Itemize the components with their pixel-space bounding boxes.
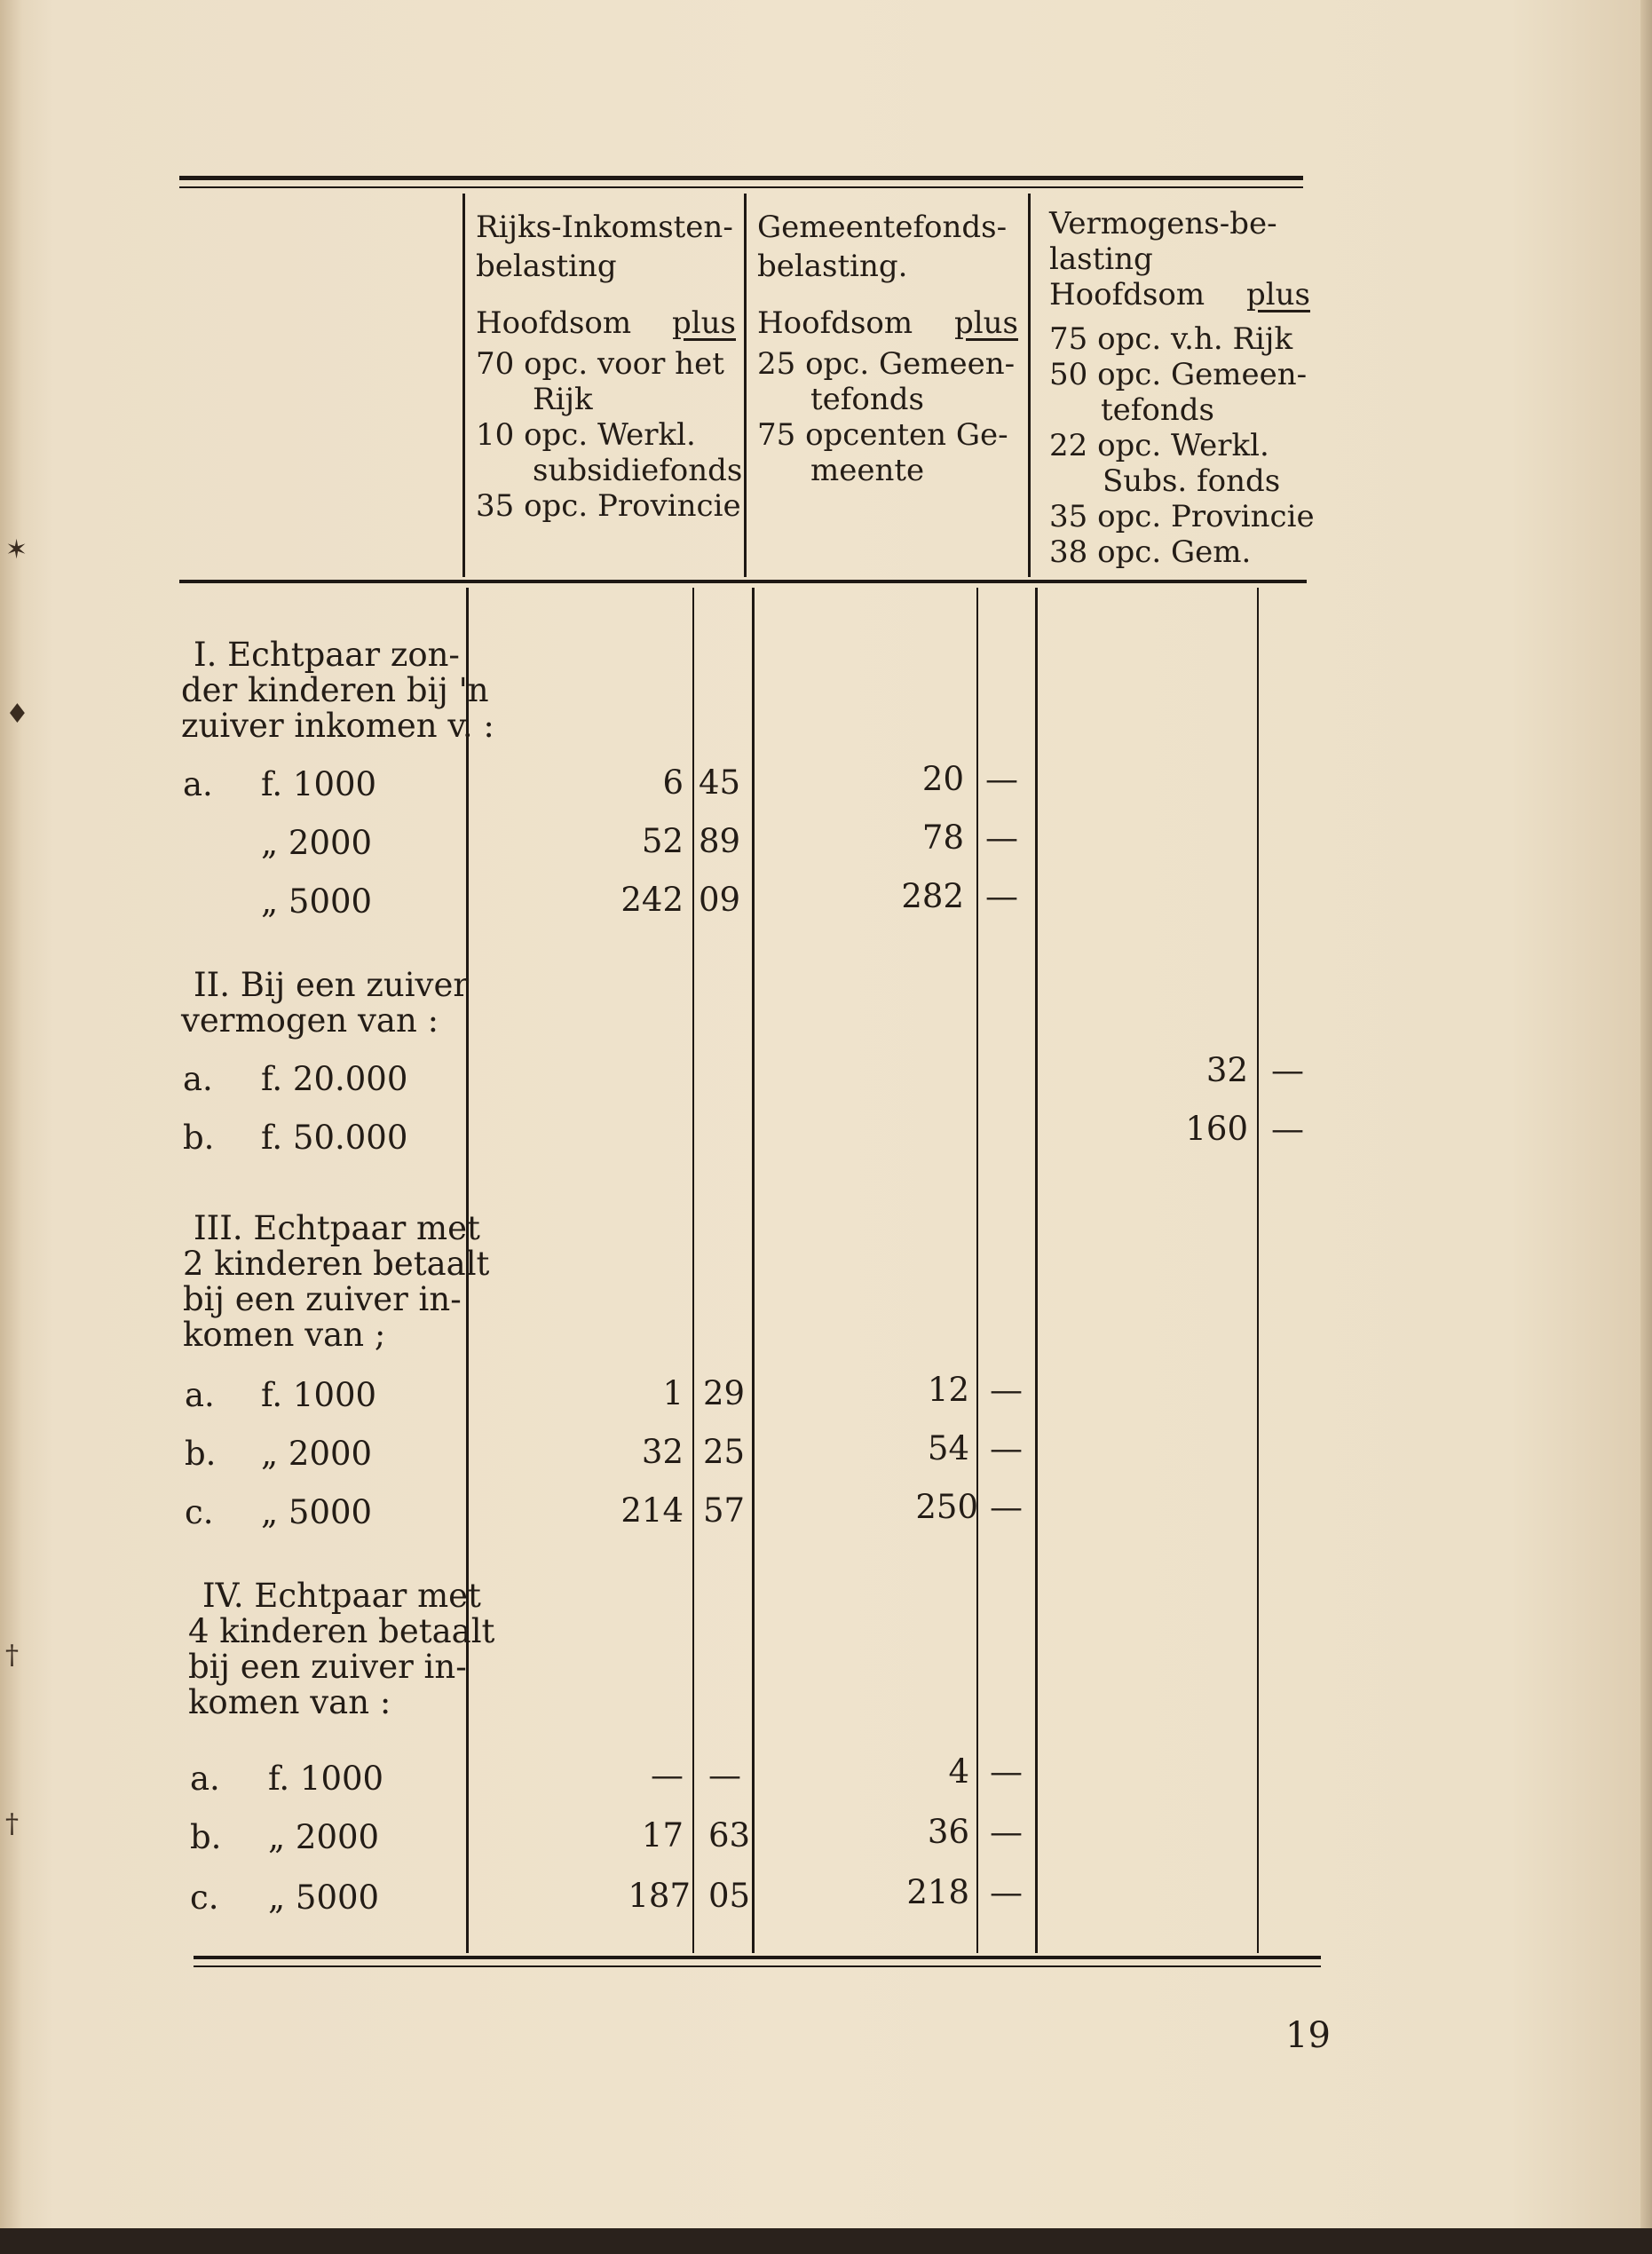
header-hoofdsom: Hoofdsom	[476, 305, 632, 341]
vb-cents: —	[1271, 1110, 1304, 1148]
row-letter: c.	[190, 1878, 219, 1917]
row-amount: „ 2000	[261, 824, 373, 862]
stitch-mark: ♦	[5, 699, 29, 730]
column-divider	[744, 194, 747, 577]
section-heading: komen van :	[188, 1683, 391, 1721]
gf-whole: 36	[927, 1813, 969, 1851]
row-amount: f. 1000	[268, 1760, 384, 1798]
header-plus: plus	[672, 305, 736, 341]
column-divider	[1035, 588, 1038, 1953]
header-title: belasting.	[757, 249, 908, 284]
gf-cents: —	[990, 1873, 1023, 1911]
row-amount: f. 1000	[261, 765, 377, 803]
header-title: Gemeentefonds-	[757, 210, 1008, 245]
gf-whole: 78	[921, 819, 964, 857]
row-letter: a.	[185, 1376, 215, 1414]
header-item: Subs. fonds	[1103, 463, 1281, 499]
ri-whole: 242	[620, 881, 684, 919]
section-heading: 4 kinderen betaalt	[188, 1612, 495, 1650]
ri-cents: —	[708, 1756, 741, 1794]
header-item: tefonds	[1101, 392, 1214, 428]
ri-cents: 89	[699, 822, 741, 860]
gf-whole: 218	[906, 1873, 969, 1911]
ri-cents: 25	[703, 1433, 746, 1471]
page-number: 19	[1285, 2015, 1331, 2056]
gf-cents: —	[990, 1488, 1023, 1526]
gf-cents: —	[990, 1752, 1023, 1791]
section-heading: der kinderen bij 'n	[181, 671, 489, 709]
header-item: 50 opc. Gemeen-	[1049, 357, 1308, 392]
ri-cents: 63	[708, 1816, 751, 1855]
gf-cents: —	[985, 877, 1018, 915]
row-amount: „ 5000	[261, 1493, 373, 1531]
cents-divider	[692, 588, 694, 1953]
page-edge	[1640, 0, 1652, 2254]
ri-whole: 32	[641, 1433, 684, 1471]
row-amount: „ 2000	[261, 1435, 373, 1473]
row-amount: „ 5000	[261, 882, 373, 921]
gf-cents: —	[990, 1429, 1023, 1467]
ri-cents: 09	[699, 881, 741, 919]
header-title: Rijks-Inkomsten-	[476, 210, 733, 245]
header-hoofdsom: Hoofdsom	[757, 305, 913, 341]
header-plus: plus	[1246, 277, 1310, 312]
gf-whole: 282	[901, 877, 964, 915]
column-divider	[462, 194, 465, 577]
row-letter: b.	[190, 1818, 222, 1856]
ri-cents: 57	[703, 1491, 746, 1530]
top-rule	[179, 186, 1303, 188]
header-item: 70 opc. voor het	[476, 346, 724, 382]
section-heading: 2 kinderen betaalt	[183, 1245, 490, 1283]
row-letter: a.	[183, 1060, 213, 1098]
section-heading: vermogen van :	[181, 1001, 439, 1040]
header-item: 35 opc. Provincie	[476, 488, 741, 524]
section-heading: bij een zuiver in-	[188, 1648, 467, 1686]
gf-cents: —	[990, 1813, 1023, 1851]
ri-whole: 17	[641, 1816, 684, 1855]
bottom-rule	[194, 1956, 1321, 1959]
row-amount: f. 1000	[261, 1376, 377, 1414]
ri-whole: 187	[628, 1877, 691, 1915]
section-heading: II. Bij een zuiver	[194, 966, 470, 1004]
gf-cents: —	[985, 760, 1018, 798]
header-item: 22 opc. Werkl.	[1049, 428, 1269, 463]
gf-whole: 250	[915, 1488, 978, 1526]
ri-whole: 214	[620, 1491, 684, 1530]
gf-whole: 54	[927, 1429, 969, 1467]
ri-cents: 29	[703, 1374, 746, 1412]
header-item: tefonds	[810, 382, 924, 417]
gf-cents: —	[985, 819, 1018, 857]
header-item: 10 opc. Werkl.	[476, 417, 696, 453]
gf-whole: 12	[927, 1371, 969, 1409]
row-letter: c.	[185, 1493, 214, 1531]
row-letter: a.	[190, 1760, 220, 1798]
ri-whole: 52	[641, 822, 684, 860]
header-item: meente	[810, 453, 925, 488]
top-rule	[179, 176, 1303, 180]
cents-divider	[976, 588, 978, 1953]
row-amount: f. 20.000	[261, 1060, 408, 1098]
section-heading: bij een zuiver in-	[183, 1280, 462, 1318]
vb-cents: —	[1271, 1051, 1304, 1089]
vb-whole: 32	[1205, 1051, 1248, 1089]
ri-cents: 05	[708, 1877, 751, 1915]
column-divider	[1028, 194, 1031, 577]
stitch-mark: †	[5, 1640, 19, 1671]
row-letter: b.	[185, 1435, 217, 1473]
header-item: 75 opcenten Ge-	[757, 417, 1008, 453]
section-heading: I. Echtpaar zon-	[194, 636, 460, 674]
ri-whole: —	[651, 1756, 684, 1794]
row-amount: „ 2000	[268, 1818, 380, 1856]
header-item: 35 opc. Provincie	[1049, 499, 1315, 534]
stitch-mark: ✶	[5, 534, 28, 565]
cents-divider	[1257, 588, 1259, 1953]
header-plus: plus	[954, 305, 1018, 341]
header-item: Rijk	[533, 382, 593, 417]
header-title: Vermogens-be-	[1049, 206, 1277, 241]
gf-cents: —	[990, 1371, 1023, 1409]
header-item: 38 opc. Gem.	[1049, 534, 1252, 570]
page-binding	[0, 0, 23, 2254]
header-rule	[179, 580, 1307, 583]
stitch-mark: †	[5, 1808, 19, 1839]
section-heading: zuiver inkomen v. :	[181, 707, 494, 745]
header-hoofdsom: Hoofdsom	[1049, 277, 1205, 312]
header-title: lasting	[1049, 241, 1153, 277]
column-divider	[752, 588, 755, 1953]
row-letter: b.	[183, 1119, 215, 1157]
row-amount: f. 50.000	[261, 1119, 408, 1157]
section-heading: komen van ;	[183, 1316, 386, 1354]
header-item: subsidiefonds	[533, 453, 743, 488]
bottom-rule	[194, 1965, 1321, 1967]
vb-whole: 160	[1185, 1110, 1248, 1148]
header-item: 75 opc. v.h. Rijk	[1049, 321, 1293, 357]
gf-whole: 20	[921, 760, 964, 798]
section-heading: IV. Echtpaar met	[202, 1577, 481, 1615]
ri-whole: 6	[662, 763, 684, 802]
section-heading: III. Echtpaar met	[194, 1209, 480, 1247]
header-item: 25 opc. Gemeen-	[757, 346, 1016, 382]
header-title: belasting	[476, 249, 617, 284]
row-amount: „ 5000	[268, 1878, 380, 1917]
ri-whole: 1	[662, 1374, 684, 1412]
row-letter: a.	[183, 765, 213, 803]
gf-whole: 4	[948, 1752, 969, 1791]
ri-cents: 45	[699, 763, 741, 802]
page-edge-bottom	[0, 2228, 1652, 2254]
